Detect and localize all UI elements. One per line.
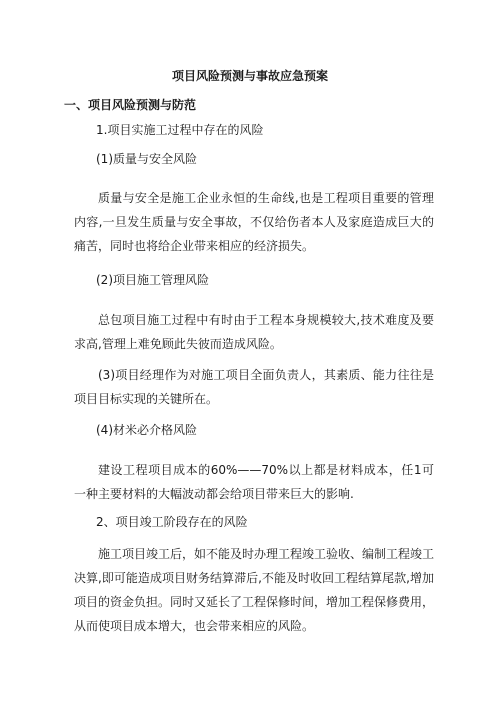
paragraph-construction-management: 总包项目施工过程中有时由于工程本身规模较大,技术难度及要求高,管理上难免顾此失彼而造成风险。 [74, 313, 434, 351]
paragraph-quality-safety: 质量与安全是施工企业永恒的生命线,也是工程项目重要的管理内容,一旦发生质量与安全事故，不仅给伤者本人及家庭造成巨大的痛苦，同时也将给企业带来相应的经济损失。 [74, 191, 434, 253]
subheading-material-price: (4)材米必介格风险 [96, 423, 197, 437]
section-heading-1: 一、项目风险预测与防范 [64, 98, 197, 112]
item-heading-2: 2、项目竣工阶段存在的风险 [96, 515, 248, 529]
subheading-construction-management: (2)项目施工管理风险 [96, 273, 209, 287]
subheading-quality-safety: (1)质量与安全风险 [96, 152, 197, 166]
paragraph-project-manager: (3)项目经理作为对施工项目全面负责人，其素质、能力往往是项目目标实现的关键所在。 [74, 368, 434, 406]
document-title: 项目风险预测与事故应急预案 [171, 69, 328, 83]
item-heading-1: 1.项目实施工过程中存在的风险 [96, 123, 264, 137]
paragraph-material-cost: 建设工程项目成本的60%——70%以上都是材料成本，任1可一种主要材料的大幅波动都会给项目带来巨大的影响. [74, 463, 434, 501]
paragraph-completion-risk: 施工项目竣工后，如不能及时办理工程竣工验收、编制工程竣工决算,即可能造成项目财务结算滞后,不能及时收回工程结算尾款,增加项目的资金负担。同时又延长了工程保修时间，增加工程保修费用，从而使项目成本增大，也会带来相应的风险。 [74, 547, 435, 633]
